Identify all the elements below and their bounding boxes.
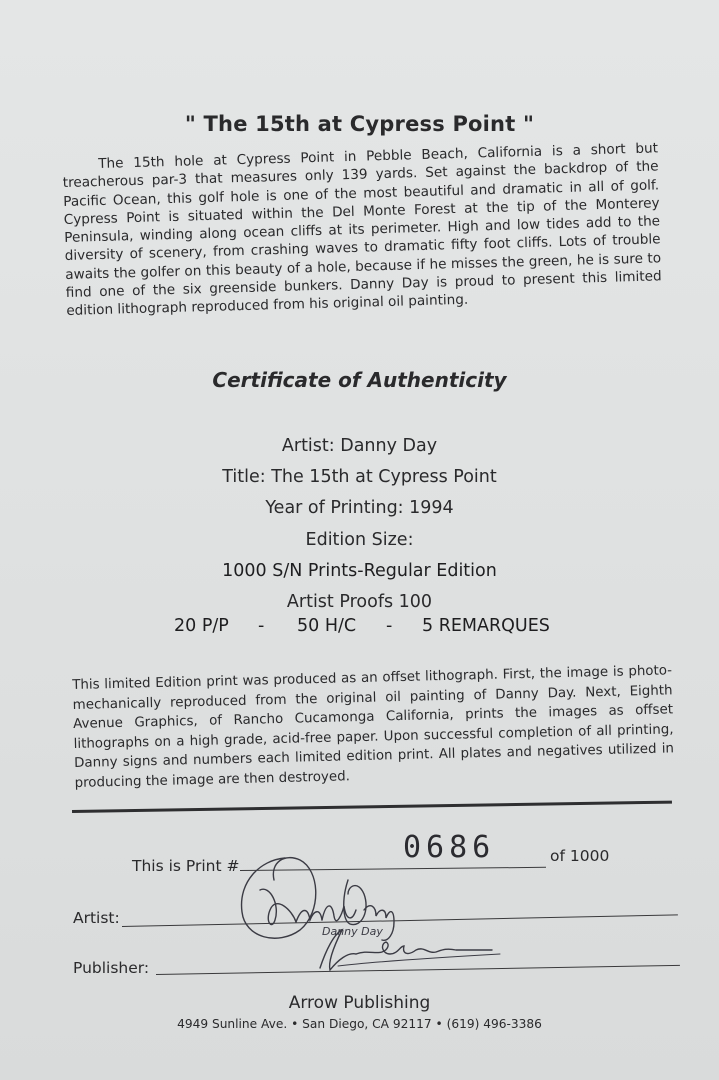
publisher-label: Publisher:: [73, 959, 150, 977]
separator: -: [258, 616, 265, 636]
certificate-heading: Certificate of Authenticity: [212, 368, 507, 392]
remarques-count: 5 REMARQUES: [422, 616, 550, 636]
printed-artist-name: Danny Day: [322, 925, 383, 938]
artist-label: Artist:: [73, 909, 120, 927]
artist-line: Artist: Danny Day: [281, 436, 438, 456]
edition-size-label: Edition Size:: [305, 529, 414, 550]
edition-total: of 1000: [550, 847, 610, 865]
separator: -: [386, 616, 393, 636]
regular-edition-line: 1000 S/N Prints-Regular Edition: [222, 560, 497, 581]
handwritten-signature: [230, 850, 520, 980]
year-line: Year of Printing: 1994: [265, 498, 454, 519]
hc-count: 50 H/C: [297, 616, 357, 636]
publisher-address: 4949 Sunline Ave. • San Diego, CA 92117 • (619) 496-3386: [177, 1017, 542, 1031]
production-note: This limited Edition print was produced as an offset lithograph. First, the image is photo-mechanically reproduced from the original oil painting of Danny Day. Next, Eighth Avenue Graphics, of Rancho Cucamonga California, prints the images as offset lithographs on a high grade, acid-free paper. Upon successful completion of all printing, Danny signs and numbers each limited edition print. All plates and negatives utilized in producing the image are then destroyed.: [72, 663, 675, 791]
artwork-title: " The 15th at Cypress Point ": [184, 112, 535, 136]
artwork-description: The 15th hole at Cypress Point in Pebble Beach, California is a short but treacherous par-3 that measures only 139 yards. Set against the backdrop of the Pacific Ocean, this golf hole is one of the most beautiful and dramatic in all of golf. Cypress Point is situated within the Del Monte Forest at the tip of the Monterey Peninsula, winding along ocean cliffs at its perimeter. High and low tides add to the diversity of scenery, from crashing waves to dramatic fifty foot cliffs. Lots of trouble awaits the golfer on this beauty of a hole, because if he misses the green, he is sure to find one of the six greenside bunkers. Danny Day is proud to present this limited edition lithograph reproduced from his original oil painting.: [62, 140, 662, 320]
artist-proofs-line: Artist Proofs 100: [286, 592, 433, 613]
print-number: 0686: [403, 830, 496, 865]
title-line: Title: The 15th at Cypress Point: [222, 467, 497, 488]
divider-rule: [72, 801, 672, 813]
pp-count: 20 P/P: [174, 616, 229, 636]
print-number-label: This is Print #: [132, 857, 240, 875]
certificate-details: [0, 431, 719, 618]
publisher-name: Arrow Publishing: [288, 993, 431, 1013]
